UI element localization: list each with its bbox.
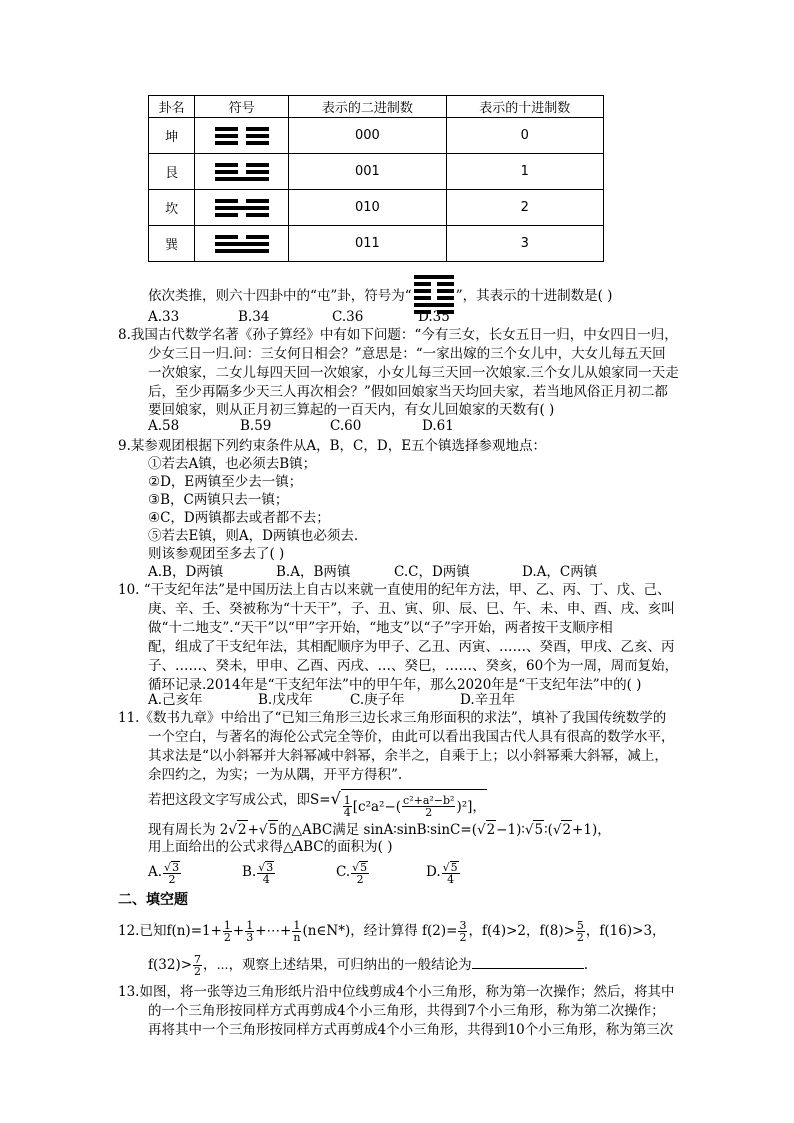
q8-option-b: B.59 bbox=[240, 418, 272, 434]
line-segment bbox=[246, 127, 269, 131]
frac-num: c²+a²−b² bbox=[403, 794, 455, 807]
frac-quarter bbox=[343, 795, 352, 818]
q10-line: 循环记录.2014年是“干支纪年法”中的甲午年，那么2020年是“干支纪年法”中的( ) bbox=[148, 677, 642, 693]
frac-heron bbox=[402, 795, 455, 818]
trigram-name: 巽 bbox=[149, 226, 195, 262]
broken-line bbox=[215, 235, 269, 239]
q12-line2-a: f(32)> bbox=[148, 957, 193, 973]
frac-den: 3 bbox=[246, 931, 254, 944]
line-segment bbox=[414, 282, 431, 286]
sqrt-val: 3 bbox=[172, 860, 180, 874]
table-header-row bbox=[149, 96, 604, 118]
cond-f: +1)， bbox=[572, 822, 611, 838]
table-header-cell: 符号 bbox=[195, 96, 289, 118]
table-header-cell: 表示的十进制数 bbox=[446, 96, 603, 118]
frac-den: 2 bbox=[356, 872, 364, 886]
plus: +⋯+ bbox=[255, 923, 292, 939]
trigram-symbol-cell bbox=[195, 226, 289, 262]
sqrt-val: 5 bbox=[450, 860, 458, 874]
sqrt-sign: √ bbox=[552, 822, 562, 838]
line-segment bbox=[246, 163, 269, 167]
q11-line: 一个空白，与著名的海伦公式完全等价，由此可以看出我国古代人具有很高的数学水平， bbox=[148, 729, 675, 745]
frac-num: 3 bbox=[459, 919, 467, 932]
q13-line: 再将其中一个三角形按同样方式再剪成4个小三角形，共得到10个小三角形，称为第三次 bbox=[148, 1022, 674, 1038]
broken-line bbox=[414, 282, 454, 286]
q10-line: 子、……、癸未，甲申、乙酉、丙戌、…、癸巳，……、癸亥，60个为一周，周而复始， bbox=[148, 658, 679, 674]
solid-line bbox=[215, 242, 269, 246]
cond-a: 现有周长为 2 bbox=[148, 822, 229, 838]
q12-line-2 bbox=[148, 950, 588, 980]
trigram-symbol bbox=[215, 232, 269, 256]
line-segment bbox=[437, 296, 454, 300]
frac-num: 1 bbox=[343, 794, 351, 807]
trigram-symbol-cell bbox=[195, 118, 289, 154]
q7-option-d: D.35 bbox=[418, 309, 450, 325]
q9-line: 9.某参观团根据下列约束条件从A，B，C，D，E五个镇选择参观地点： bbox=[118, 438, 547, 454]
line-segment bbox=[215, 249, 269, 253]
line-segment bbox=[437, 282, 454, 286]
sqrt2: 2 bbox=[486, 822, 496, 838]
frac-num: √5 bbox=[352, 860, 368, 874]
line-segment bbox=[246, 213, 269, 217]
q10-option-c: C.庚子年 bbox=[350, 692, 405, 708]
q11-formula bbox=[148, 782, 487, 824]
sqrt2: 2 bbox=[562, 822, 572, 838]
broken-line bbox=[215, 170, 269, 174]
q11-line: 11.《数书九章》中给出了“已知三角形三边长求三角形面积的求法”，填补了我国传统数学的 bbox=[118, 710, 667, 726]
q8-option-a: A.58 bbox=[148, 418, 180, 434]
line-segment bbox=[215, 163, 238, 167]
line-segment bbox=[246, 235, 269, 239]
q8-line: 少女三日一归.问：三女何日相会？”意思是：“一家出嫁的三个女儿中，大女儿每五天回 bbox=[148, 346, 666, 362]
broken-line bbox=[215, 127, 269, 131]
q9-line: ⑤若去E镇，则A，D两镇也必须去. bbox=[148, 528, 359, 544]
q12-line2-b: ，⋯，观察上述结果，可归纳出的一般结论为 bbox=[203, 957, 472, 973]
cond-d: −1)∶ bbox=[496, 822, 525, 838]
line-segment bbox=[215, 213, 238, 217]
solid-line bbox=[414, 303, 454, 307]
q8-line: 后，至少再隔多少天三人再次相会？”假如回娘家当天均回夫家，若当地风俗正月初二都 bbox=[148, 384, 668, 400]
plus: + bbox=[232, 923, 245, 939]
section-heading: 二、填空题 bbox=[118, 892, 188, 908]
frac bbox=[223, 920, 232, 943]
q12-f4: ，f(4)>2，f(8)> bbox=[468, 923, 575, 939]
broken-line bbox=[215, 213, 269, 217]
option-label: B. bbox=[242, 864, 257, 880]
option-frac bbox=[442, 861, 460, 885]
table-row bbox=[149, 226, 604, 262]
line-segment bbox=[414, 303, 454, 307]
q10-option-d: D.辛丑年 bbox=[460, 692, 516, 708]
broken-line bbox=[215, 199, 269, 203]
q10-options bbox=[148, 691, 515, 709]
line-segment bbox=[215, 127, 238, 131]
trigram-symbol bbox=[215, 196, 269, 220]
frac-den: 2 bbox=[168, 872, 176, 886]
q11-condition bbox=[148, 820, 611, 839]
trigram-symbol-cell bbox=[195, 154, 289, 190]
q7-option-b: B.34 bbox=[238, 309, 270, 325]
sqrt-sign: √ bbox=[258, 822, 268, 838]
q9-option-d: D.A，C两镇 bbox=[522, 564, 598, 580]
q7-option-c: C.36 bbox=[332, 309, 364, 325]
answer-blank[interactable] bbox=[472, 968, 584, 969]
q9-line: ②D，E两镇至少去一镇； bbox=[148, 474, 303, 490]
sqrt-sign: √ bbox=[228, 822, 237, 838]
frac-den: 4 bbox=[447, 872, 455, 886]
option-frac bbox=[351, 861, 369, 885]
frac-den: 2 bbox=[459, 931, 467, 944]
q12-f16: ，f(16)>3， bbox=[585, 923, 666, 939]
q13-line: 13.如图，将一张等边三角形纸片沿中位线剪成4个小三角形，称为第一次操作；然后，将其中 bbox=[118, 984, 675, 1000]
binary-value: 001 bbox=[289, 154, 446, 190]
frac bbox=[576, 920, 585, 943]
q11-option-b bbox=[242, 856, 336, 888]
q12-lead: 12.已知f(n)=1+ bbox=[118, 923, 222, 939]
line-segment bbox=[246, 141, 269, 145]
trigram-symbol bbox=[215, 160, 269, 184]
q12-line-1 bbox=[118, 916, 666, 946]
q10-line: 庚、辛、壬、癸被称为“十天干”，子、丑、寅、卯、辰、巳、午、未、申、酉、戌、亥叫 bbox=[148, 601, 675, 617]
q7-options bbox=[148, 308, 450, 326]
frac-num: √5 bbox=[442, 860, 458, 874]
solid-line bbox=[414, 275, 454, 279]
sqrt-sign: √ bbox=[476, 822, 486, 838]
line-segment bbox=[215, 206, 269, 210]
binary-value: 010 bbox=[289, 190, 446, 226]
frac bbox=[292, 920, 301, 943]
solid-line bbox=[215, 206, 269, 210]
line-segment bbox=[215, 235, 238, 239]
q9-option-b: B.A，B两镇 bbox=[276, 564, 351, 580]
q8-option-d: D.61 bbox=[422, 418, 454, 434]
q11-option-d bbox=[426, 856, 461, 888]
q12-domain: (n∈N*)，经计算得 f(2)= bbox=[302, 923, 458, 939]
q10-line: 配，组成了干支纪年法，其相配顺序为甲子、乙丑、丙寅、……、癸酉，甲戌、乙亥、丙 bbox=[148, 639, 675, 655]
sqrt-val: 3 bbox=[266, 860, 274, 874]
line-segment bbox=[215, 141, 238, 145]
frac-den: 2 bbox=[223, 931, 231, 944]
q11-option-a bbox=[148, 856, 242, 888]
q11-line: 其求法是“以小斜幂并大斜幂减中斜幂，余半之，自乘于上；以小斜幂乘大斜幂，减上， bbox=[148, 748, 668, 764]
frac bbox=[458, 920, 467, 943]
frac-den: 2 bbox=[425, 806, 433, 819]
line-segment bbox=[215, 134, 238, 138]
q9-line: ④C，D两镇都去或者都不去； bbox=[148, 510, 330, 526]
q9-line: 则该参观团至多去了( ) bbox=[148, 546, 285, 562]
q10-line: 10. “干支纪年法”是中国历法上自古以来就一直使用的纪年方法，甲、乙、丙、丁、戊、己、 bbox=[118, 582, 671, 598]
frac-num: 1 bbox=[246, 919, 254, 932]
frac-num: 1 bbox=[223, 919, 231, 932]
frac-num: 7 bbox=[194, 953, 202, 966]
trigram-symbol bbox=[215, 124, 269, 148]
solid-line bbox=[215, 177, 269, 181]
table-header-cell: 表示的二进制数 bbox=[289, 96, 446, 118]
option-frac bbox=[257, 861, 275, 885]
line-segment bbox=[414, 289, 431, 293]
sqrt-sign: √ bbox=[524, 822, 534, 838]
q8-line: 要回娘家，则从正月初三算起的一百天内，有女儿回娘家的天数有( ) bbox=[148, 402, 555, 418]
sqrt-sign: √ bbox=[330, 789, 341, 808]
frac-den: 2 bbox=[194, 965, 202, 978]
decimal-value: 2 bbox=[446, 190, 603, 226]
q9-option-c: C.C，D两镇 bbox=[394, 564, 470, 580]
sqrt5: 5 bbox=[534, 822, 544, 838]
frac-den: 2 bbox=[576, 931, 584, 944]
cond-b: + bbox=[247, 822, 259, 838]
sqrt2: 2 bbox=[238, 822, 247, 838]
line-segment bbox=[246, 199, 269, 203]
q12-line2-c: . bbox=[583, 957, 588, 973]
frac-num: 5 bbox=[576, 919, 584, 932]
q11-tail: 用上面给出的公式求得△ABC的面积为( ) bbox=[148, 839, 393, 855]
line-segment bbox=[215, 242, 269, 246]
q10-option-b: B.戊戌年 bbox=[258, 692, 313, 708]
broken-line bbox=[215, 163, 269, 167]
sqrt-radicand bbox=[341, 789, 487, 824]
broken-line bbox=[215, 141, 269, 145]
line-segment bbox=[246, 134, 269, 138]
cond-e: ∶( bbox=[544, 822, 553, 838]
q8-options bbox=[148, 417, 454, 435]
broken-line bbox=[215, 134, 269, 138]
formula-inner-b: )²]， bbox=[456, 798, 486, 815]
frac-num: √3 bbox=[164, 860, 180, 874]
q10-option-a: A.己亥年 bbox=[148, 692, 203, 708]
decimal-value: 3 bbox=[446, 226, 603, 262]
line-segment bbox=[414, 296, 431, 300]
decimal-value: 1 bbox=[446, 154, 603, 190]
frac-num: 1 bbox=[293, 919, 301, 932]
decimal-value: 0 bbox=[446, 118, 603, 154]
table-header-cell: 卦名 bbox=[149, 96, 195, 118]
option-label: C. bbox=[336, 864, 351, 880]
q9-line: ①若去A镇，也必须去B镇； bbox=[148, 456, 317, 472]
table-row bbox=[149, 154, 604, 190]
frac bbox=[193, 954, 202, 977]
line-segment bbox=[215, 177, 269, 181]
broken-line bbox=[414, 296, 454, 300]
line-segment bbox=[246, 170, 269, 174]
frac-den: 4 bbox=[343, 806, 351, 819]
trigram-name: 艮 bbox=[149, 154, 195, 190]
option-frac bbox=[163, 861, 181, 885]
cond-c: 的△ABC满足 sinA∶sinB∶sinC=( bbox=[278, 822, 477, 838]
line-segment bbox=[215, 170, 238, 174]
q11-options bbox=[148, 856, 461, 888]
q8-option-c: C.60 bbox=[330, 418, 362, 434]
trigram-table bbox=[148, 95, 604, 262]
sqrt5: 5 bbox=[268, 822, 278, 838]
broken-line bbox=[414, 289, 454, 293]
frac bbox=[245, 920, 254, 943]
q8-line: 一次娘家，二女儿每四天回一次娘家，小女儿每三天回一次娘家.三个女儿从娘家同一天走 bbox=[148, 365, 679, 381]
q7-text-b: ”，其表示的十进制数是( ) bbox=[455, 288, 613, 304]
binary-value: 011 bbox=[289, 226, 446, 262]
line-segment bbox=[215, 199, 238, 203]
frac-den: 4 bbox=[262, 872, 270, 886]
formula-inner-a: [c²a²−( bbox=[352, 798, 402, 815]
q13-line: 的一个三角形按同样方式再剪成4个小三角形，共得到7个小三角形，称为第二次操作； bbox=[148, 1003, 665, 1019]
line-segment bbox=[414, 275, 454, 279]
trigram-name: 坤 bbox=[149, 118, 195, 154]
q7-option-a: A.33 bbox=[148, 309, 180, 325]
line-segment bbox=[437, 289, 454, 293]
q11-line: 余四约之，为实；一为从隅，开平方得积”. bbox=[148, 767, 403, 783]
option-label: A. bbox=[148, 864, 163, 880]
table-row bbox=[149, 190, 604, 226]
table-row bbox=[149, 118, 604, 154]
sqrt-val: 5 bbox=[360, 860, 368, 874]
q9-line: ③B，C两镇只去一镇； bbox=[148, 492, 289, 508]
q10-line: 做“十二地支”.“天干”以“甲”字开始，“地支”以“子”字开始，两者按干支顺序相 bbox=[148, 620, 613, 636]
q11-option-c bbox=[336, 856, 426, 888]
formula-lead: 若把这段文字写成公式，即S= bbox=[148, 792, 331, 808]
trigram-name: 坎 bbox=[149, 190, 195, 226]
q8-line: 8.我国古代数学名著《孙子算经》中有如下问题：“今有三女，长女五日一归，中女四日一归， bbox=[118, 327, 678, 343]
binary-value: 000 bbox=[289, 118, 446, 154]
frac-num: √3 bbox=[258, 860, 274, 874]
option-label: D. bbox=[426, 864, 441, 880]
q9-option-a: A.B，D两镇 bbox=[148, 564, 224, 580]
q9-options bbox=[148, 563, 597, 581]
solid-line bbox=[215, 249, 269, 253]
frac-den: n bbox=[293, 931, 301, 944]
trigram-symbol-cell bbox=[195, 190, 289, 226]
q7-text-a: 依次类推，则六十四卦中的“屯”卦，符号为“ bbox=[148, 288, 412, 304]
